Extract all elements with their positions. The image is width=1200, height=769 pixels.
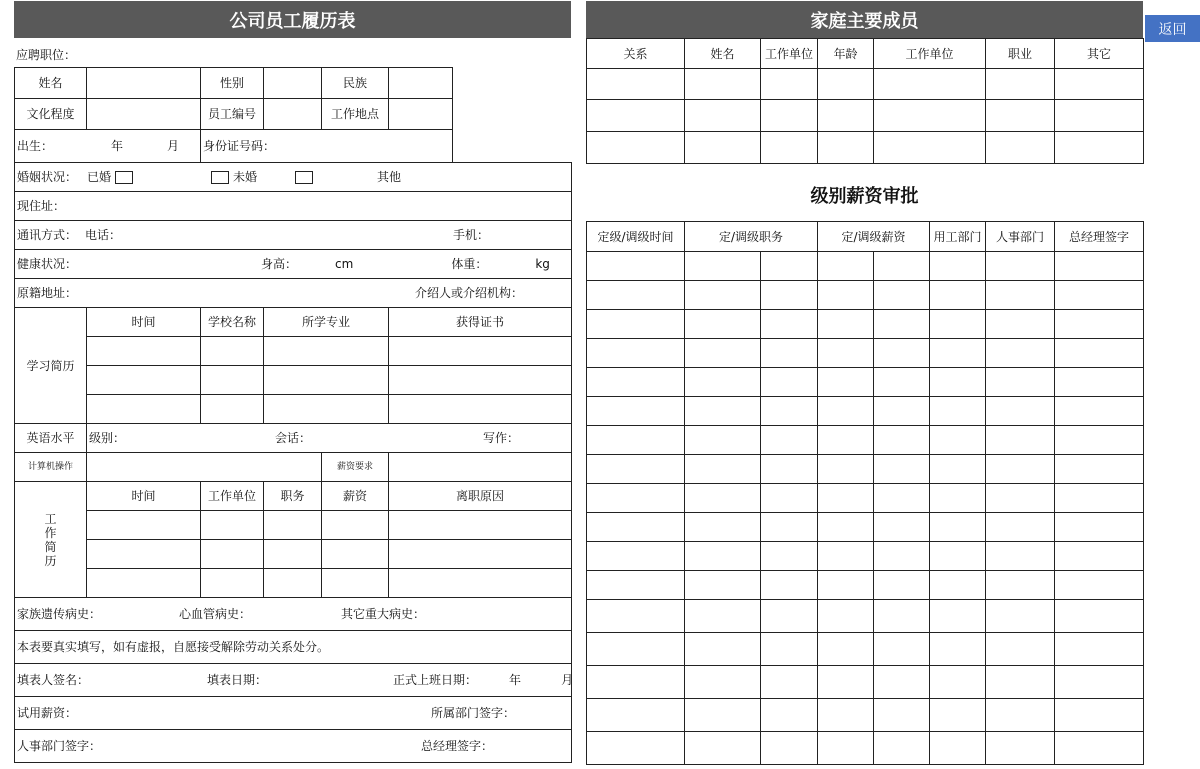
salary-cell[interactable] — [761, 513, 818, 542]
salary-cell[interactable] — [874, 633, 930, 666]
salary-cell[interactable] — [1055, 600, 1144, 633]
salary-req-label: 薪资要求 — [322, 453, 389, 482]
salary-cell[interactable] — [685, 600, 761, 633]
salary-cell[interactable] — [818, 633, 874, 666]
salary-cell[interactable] — [818, 455, 874, 484]
study-row — [15, 395, 572, 424]
salary-cell[interactable] — [761, 699, 818, 732]
salary-cell[interactable] — [587, 571, 685, 600]
birth-cell[interactable] — [15, 130, 201, 163]
salary-cell[interactable] — [587, 252, 685, 281]
salary-cell[interactable] — [930, 571, 986, 600]
salary-row — [587, 666, 1144, 699]
salary-row — [587, 426, 1144, 455]
study-section-label: 学习简历 — [15, 308, 87, 424]
salary-cell[interactable] — [685, 513, 761, 542]
salary-cell[interactable] — [1055, 281, 1144, 310]
salary-cell[interactable] — [761, 455, 818, 484]
back-button[interactable]: 返回 — [1145, 15, 1200, 42]
salary-cell[interactable] — [986, 600, 1055, 633]
salary-cell[interactable] — [930, 600, 986, 633]
salary-cell[interactable] — [874, 426, 930, 455]
salary-cell[interactable] — [685, 699, 761, 732]
salary-cell[interactable] — [685, 368, 761, 397]
english-row[interactable] — [87, 424, 572, 453]
salary-cell[interactable] — [930, 732, 986, 765]
id-number-label: 身份证号码： — [203, 139, 276, 153]
birth-year-label: 年 — [111, 139, 124, 153]
employee-no-field[interactable] — [264, 99, 322, 130]
salary-cell[interactable] — [587, 426, 685, 455]
salary-cell[interactable] — [986, 542, 1055, 571]
salary-cell[interactable] — [1055, 397, 1144, 426]
other-label: 其他 — [377, 170, 402, 184]
salary-row — [587, 513, 1144, 542]
salary-cell[interactable] — [818, 397, 874, 426]
salary-cell[interactable] — [930, 397, 986, 426]
salary-header-title: 定/调级职务 — [685, 222, 818, 252]
work-row — [15, 511, 572, 540]
salary-cell[interactable] — [986, 368, 1055, 397]
contact-row[interactable] — [15, 221, 572, 250]
salary-cell[interactable] — [986, 513, 1055, 542]
salary-cell[interactable] — [930, 368, 986, 397]
resume-form — [14, 67, 572, 763]
salary-cell[interactable] — [761, 633, 818, 666]
salary-row — [587, 339, 1144, 368]
salary-row — [587, 600, 1144, 633]
english-label: 英语水平 — [15, 424, 87, 453]
dept-sign-label: 所属部门签字： — [431, 706, 516, 720]
birth-label: 出生： — [17, 139, 54, 153]
salary-cell[interactable] — [874, 252, 930, 281]
work-header-company: 工作单位 — [201, 482, 264, 511]
work-header-reason: 离职原因 — [389, 482, 572, 511]
salary-cell[interactable] — [685, 542, 761, 571]
start-date-label: 正式上班日期： — [393, 673, 478, 687]
work-section-label: 工 作 简 历 — [15, 482, 87, 598]
salary-cell[interactable] — [986, 666, 1055, 699]
salary-cell[interactable] — [685, 633, 761, 666]
salary-cell[interactable] — [1055, 426, 1144, 455]
salary-cell[interactable] — [685, 339, 761, 368]
salary-cell[interactable] — [685, 666, 761, 699]
salary-row — [587, 397, 1144, 426]
family-header-relation: 关系 — [587, 39, 685, 69]
family-header-name: 姓名 — [685, 39, 761, 69]
family-header-age: 年龄 — [818, 39, 874, 69]
salary-cell[interactable] — [818, 542, 874, 571]
ethnicity-field[interactable] — [389, 68, 453, 99]
salary-cell[interactable] — [1055, 339, 1144, 368]
address-label: 现住址： — [17, 199, 66, 213]
id-number-cell[interactable] — [201, 130, 453, 163]
salary-cell[interactable] — [818, 600, 874, 633]
salary-cell[interactable] — [986, 281, 1055, 310]
salary-cell[interactable] — [761, 368, 818, 397]
family-row — [587, 100, 1144, 132]
salary-cell[interactable] — [1055, 542, 1144, 571]
salary-cell[interactable] — [587, 699, 685, 732]
salary-cell[interactable] — [874, 600, 930, 633]
salary-cell[interactable] — [986, 397, 1055, 426]
marital-label: 婚姻状况： — [17, 170, 78, 184]
address-row[interactable] — [15, 192, 572, 221]
cm-label: cm — [335, 257, 354, 271]
salary-cell[interactable] — [930, 339, 986, 368]
salary-header-time: 定级/调级时间 — [587, 222, 685, 252]
salary-cell[interactable] — [930, 666, 986, 699]
salary-cell[interactable] — [986, 633, 1055, 666]
gm-sign-label: 总经理签字： — [421, 739, 494, 753]
salary-cell[interactable] — [1055, 571, 1144, 600]
study-header-school: 学校名称 — [201, 308, 264, 337]
salary-cell[interactable] — [761, 666, 818, 699]
salary-cell[interactable] — [818, 699, 874, 732]
salary-cell[interactable] — [874, 339, 930, 368]
start-year-label: 年 — [509, 673, 522, 687]
salary-cell[interactable] — [761, 339, 818, 368]
salary-cell[interactable] — [874, 310, 930, 339]
salary-cell[interactable] — [1055, 633, 1144, 666]
kg-label: kg — [535, 257, 550, 271]
salary-cell[interactable] — [986, 484, 1055, 513]
salary-cell[interactable] — [685, 397, 761, 426]
work-row — [15, 569, 572, 598]
salary-row — [587, 633, 1144, 666]
salary-cell[interactable] — [587, 455, 685, 484]
salary-cell[interactable] — [587, 513, 685, 542]
study-row — [15, 337, 572, 366]
salary-cell[interactable] — [761, 571, 818, 600]
salary-row — [587, 310, 1144, 339]
salary-cell[interactable] — [1055, 252, 1144, 281]
salary-cell[interactable] — [1055, 666, 1144, 699]
health-label: 健康状况： — [17, 257, 78, 271]
married-label: 已婚 — [87, 170, 112, 184]
salary-cell[interactable] — [874, 699, 930, 732]
contact-label: 通讯方式： — [17, 228, 78, 242]
salary-cell[interactable] — [1055, 310, 1144, 339]
salary-cell[interactable] — [874, 542, 930, 571]
resume-title: 公司员工履历表 — [14, 1, 571, 38]
study-header-time: 时间 — [87, 308, 201, 337]
salary-cell[interactable] — [930, 513, 986, 542]
salary-cell[interactable] — [874, 281, 930, 310]
salary-cell[interactable] — [587, 600, 685, 633]
gender-label: 性别 — [201, 68, 264, 99]
work-header-salary: 薪资 — [322, 482, 389, 511]
salary-cell[interactable] — [761, 484, 818, 513]
salary-cell[interactable] — [874, 484, 930, 513]
salary-cell[interactable] — [685, 571, 761, 600]
salary-cell[interactable] — [874, 455, 930, 484]
salary-cell[interactable] — [818, 571, 874, 600]
health-row[interactable] — [15, 250, 572, 279]
ethnicity-label: 民族 — [322, 68, 389, 99]
education-field[interactable] — [87, 99, 201, 130]
other-checkbox[interactable] — [295, 171, 313, 184]
salary-cell[interactable] — [587, 281, 685, 310]
salary-header-dept: 用工部门 — [930, 222, 986, 252]
salary-cell[interactable] — [761, 732, 818, 765]
start-month-label: 月 — [561, 673, 574, 687]
salary-cell[interactable] — [587, 484, 685, 513]
family-header-company-2: 工作单位 — [874, 39, 986, 69]
salary-cell[interactable] — [685, 732, 761, 765]
salary-cell[interactable] — [986, 310, 1055, 339]
salary-cell[interactable] — [685, 281, 761, 310]
salary-cell[interactable] — [818, 281, 874, 310]
salary-row — [587, 542, 1144, 571]
writing-label: 写作： — [483, 431, 520, 445]
salary-cell[interactable] — [1055, 484, 1144, 513]
education-label: 文化程度 — [15, 99, 87, 130]
salary-cell[interactable] — [818, 310, 874, 339]
weight-label: 体重： — [451, 257, 488, 271]
native-label: 原籍地址： — [17, 286, 78, 300]
salary-table — [586, 221, 1144, 765]
salary-cell[interactable] — [761, 426, 818, 455]
salary-cell[interactable] — [930, 310, 986, 339]
salary-cell[interactable] — [874, 513, 930, 542]
referrer-label: 介绍人或介绍机构： — [415, 286, 524, 300]
family-history-label: 家族遗传病史： — [17, 607, 102, 621]
gender-field[interactable] — [264, 68, 322, 99]
salary-cell[interactable] — [1055, 732, 1144, 765]
family-header-other: 其它 — [1055, 39, 1144, 69]
family-row — [587, 69, 1144, 100]
cardio-label: 心血管病史： — [179, 607, 252, 621]
unmarried-label: 未婚 — [233, 170, 258, 184]
salary-row — [587, 571, 1144, 600]
name-label: 姓名 — [15, 68, 87, 99]
salary-cell[interactable] — [986, 732, 1055, 765]
salary-cell[interactable] — [818, 513, 874, 542]
salary-req-field[interactable] — [389, 453, 572, 482]
salary-cell[interactable] — [874, 732, 930, 765]
salary-cell[interactable] — [930, 633, 986, 666]
family-title: 家庭主要成员 — [586, 1, 1143, 38]
salary-cell[interactable] — [986, 571, 1055, 600]
salary-cell[interactable] — [874, 666, 930, 699]
salary-row — [587, 455, 1144, 484]
hr-row[interactable] — [15, 730, 572, 763]
salary-cell[interactable] — [761, 542, 818, 571]
salary-cell[interactable] — [986, 339, 1055, 368]
height-label: 身高： — [261, 257, 298, 271]
other-disease-label: 其它重大病史： — [341, 607, 426, 621]
salary-row — [587, 252, 1144, 281]
unmarried-checkbox[interactable] — [211, 171, 229, 184]
birth-month-label: 月 — [167, 139, 180, 153]
salary-cell[interactable] — [761, 281, 818, 310]
salary-cell[interactable] — [818, 426, 874, 455]
work-location-label: 工作地点 — [322, 99, 389, 130]
salary-cell[interactable] — [685, 484, 761, 513]
salary-cell[interactable] — [874, 571, 930, 600]
study-header-certificate: 获得证书 — [389, 308, 572, 337]
salary-row — [587, 699, 1144, 732]
level-label: 级别： — [89, 431, 126, 445]
salary-row — [587, 732, 1144, 765]
salary-row — [587, 484, 1144, 513]
salary-cell[interactable] — [930, 426, 986, 455]
salary-cell[interactable] — [587, 732, 685, 765]
salary-cell[interactable] — [587, 666, 685, 699]
mobile-label: 手机： — [453, 228, 490, 242]
marital-row — [15, 163, 572, 192]
computer-field[interactable] — [87, 453, 322, 482]
salary-cell[interactable] — [1055, 513, 1144, 542]
salary-approval-title: 级别薪资审批 — [810, 186, 919, 207]
salary-cell[interactable] — [761, 600, 818, 633]
salary-row — [587, 368, 1144, 397]
salary-cell[interactable] — [874, 368, 930, 397]
filler-sign-label: 填表人签名： — [17, 673, 90, 687]
position-label: 应聘职位： — [16, 48, 77, 62]
salary-cell[interactable] — [761, 310, 818, 339]
phone-label: 电话： — [85, 228, 122, 242]
salary-cell[interactable] — [587, 310, 685, 339]
name-field[interactable] — [87, 68, 201, 99]
native-row[interactable] — [15, 279, 572, 308]
salary-cell[interactable] — [874, 397, 930, 426]
salary-cell[interactable] — [930, 484, 986, 513]
work-header-time: 时间 — [87, 482, 201, 511]
salary-cell[interactable] — [761, 397, 818, 426]
probation-row[interactable] — [15, 697, 572, 730]
photo-area — [453, 68, 572, 163]
salary-cell[interactable] — [818, 484, 874, 513]
salary-cell[interactable] — [930, 455, 986, 484]
salary-cell[interactable] — [986, 699, 1055, 732]
salary-cell[interactable] — [818, 666, 874, 699]
salary-cell[interactable] — [986, 426, 1055, 455]
probation-salary-label: 试用薪资： — [17, 706, 78, 720]
salary-cell[interactable] — [587, 542, 685, 571]
salary-row — [587, 281, 1144, 310]
hr-sign-label: 人事部门签字： — [17, 739, 102, 753]
salary-header-gm: 总经理签字 — [1055, 222, 1144, 252]
family-header-occupation: 职业 — [986, 39, 1055, 69]
disease-row[interactable] — [15, 598, 572, 631]
salary-header-hr: 人事部门 — [986, 222, 1055, 252]
fill-date-label: 填表日期： — [207, 673, 268, 687]
salary-cell[interactable] — [986, 252, 1055, 281]
study-row — [15, 366, 572, 395]
salary-cell[interactable] — [587, 633, 685, 666]
salary-cell[interactable] — [587, 397, 685, 426]
family-table — [586, 38, 1144, 164]
declaration: 本表要真实填写，如有虚报，自愿接受解除劳动关系处分。 — [15, 631, 572, 664]
salary-cell[interactable] — [818, 732, 874, 765]
salary-cell[interactable] — [986, 455, 1055, 484]
salary-cell[interactable] — [1055, 368, 1144, 397]
work-header-title: 职务 — [264, 482, 322, 511]
family-row — [587, 132, 1144, 164]
salary-cell[interactable] — [1055, 455, 1144, 484]
computer-label: 计算机操作 — [15, 453, 87, 482]
employee-no-label: 员工编号 — [201, 99, 264, 130]
salary-cell[interactable] — [587, 339, 685, 368]
salary-cell[interactable] — [930, 542, 986, 571]
work-location-field[interactable] — [389, 99, 453, 130]
salary-cell[interactable] — [1055, 699, 1144, 732]
salary-cell[interactable] — [685, 252, 761, 281]
work-row — [15, 540, 572, 569]
salary-cell[interactable] — [685, 310, 761, 339]
salary-cell[interactable] — [685, 426, 761, 455]
salary-header-salary: 定/调级薪资 — [818, 222, 930, 252]
salary-cell[interactable] — [685, 455, 761, 484]
family-header-company: 工作单位 — [761, 39, 818, 69]
salary-cell[interactable] — [818, 252, 874, 281]
study-header-major: 所学专业 — [264, 308, 389, 337]
salary-cell[interactable] — [930, 281, 986, 310]
salary-cell[interactable] — [587, 368, 685, 397]
salary-cell[interactable] — [761, 252, 818, 281]
salary-cell[interactable] — [930, 252, 986, 281]
married-checkbox[interactable] — [115, 171, 133, 184]
salary-cell[interactable] — [818, 339, 874, 368]
salary-cell[interactable] — [930, 699, 986, 732]
salary-cell[interactable] — [818, 368, 874, 397]
sign-row[interactable] — [15, 664, 572, 697]
speaking-label: 会话： — [275, 431, 312, 445]
